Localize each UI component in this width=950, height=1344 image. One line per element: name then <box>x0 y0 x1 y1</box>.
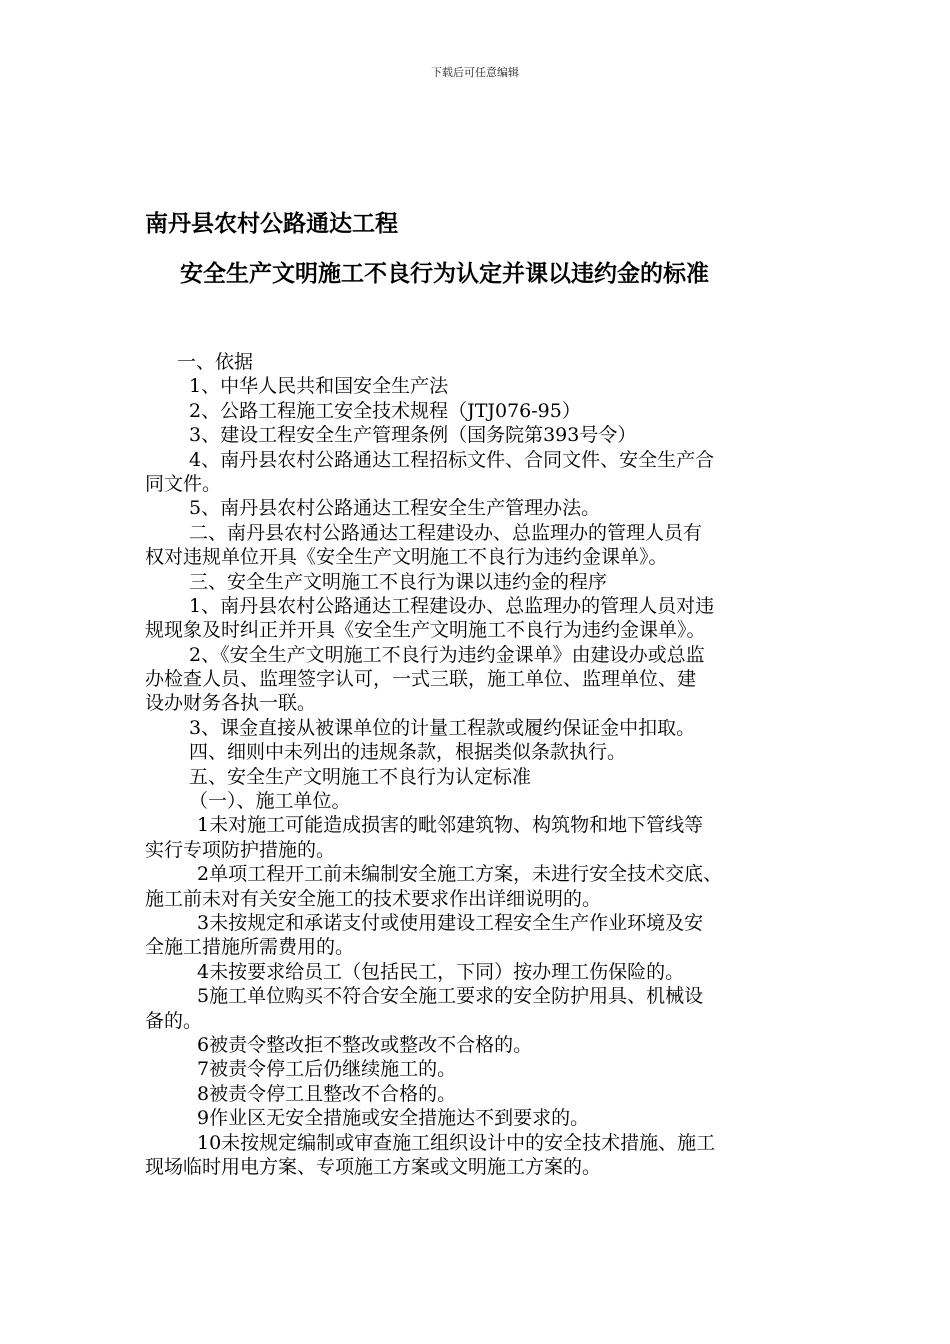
standard-item-continued: 备的。 <box>145 1009 203 1032</box>
section-heading: 三、安全生产文明施工不良行为课以违约金的程序 <box>189 570 608 593</box>
page-header-note: 下载后可任意编辑 <box>431 66 519 79</box>
section-heading: 五、安全生产文明施工不良行为认定标准 <box>189 765 532 788</box>
basis-item: 4、南丹县农村公路通达工程招标文件、合同文件、安全生产合 <box>189 448 715 471</box>
procedure-item: 1、南丹县农村公路通达工程建设办、总监理办的管理人员对违 <box>189 594 715 617</box>
document-body <box>145 350 815 1179</box>
basis-item-continued: 同文件。 <box>145 472 222 495</box>
document-title-line-2: 安全生产文明施工不良行为认定并课以违约金的标准 <box>180 261 709 287</box>
procedure-item: 3、课金直接从被课单位的计量工程款或履约保证金中扣取。 <box>189 716 696 739</box>
standard-item: 1未对施工可能造成损害的毗邻建筑物、构筑物和地下管线等 <box>197 814 704 837</box>
basis-item: 3、建设工程安全生产管理条例（国务院第393号令） <box>189 424 637 447</box>
section-paragraph: 四、细则中未列出的违规条款，根据类似条款执行。 <box>189 741 627 764</box>
standard-item: 3未按规定和承诺支付或使用建设工程安全生产作业环境及安 <box>197 911 704 934</box>
standard-item: 9作业区无安全措施或安全措施达不到要求的。 <box>197 1107 590 1130</box>
standard-item-continued: 全施工措施所需费用的。 <box>145 936 355 959</box>
basis-item: 5、南丹县农村公路通达工程安全生产管理办法。 <box>189 497 601 520</box>
basis-item: 1、中华人民共和国安全生产法 <box>189 375 449 398</box>
standard-item-continued: 施工前未对有关安全施工的技术要求作出详细说明的。 <box>145 887 602 910</box>
procedure-item: 2、《安全生产文明施工不良行为违约金课单》由建设办或总监 <box>189 643 705 666</box>
standard-item-continued: 实行专项防护措施的。 <box>145 838 336 861</box>
standard-item: 10未按规定编制或审查施工组织设计中的安全技术措施、施工 <box>197 1131 716 1154</box>
basis-item: 2、公路工程施工安全技术规程（JTJ076-95） <box>189 399 581 422</box>
standard-item: 4未按要求给员工（包括民工，下同）按办理工伤保险的。 <box>197 960 685 983</box>
section-heading: 一、依据 <box>177 351 254 373</box>
subsection-heading: （一）、施工单位。 <box>189 790 351 813</box>
procedure-item-continued: 规现象及时纠正并开具《安全生产文明施工不良行为违约金课单》。 <box>145 619 706 642</box>
section-paragraph: 二、南丹县农村公路通达工程建设办、总监理办的管理人员有 <box>189 521 703 544</box>
procedure-item-continued: 设办财务各执一联。 <box>145 692 317 715</box>
document-title-line-1: 南丹县农村公路通达工程 <box>145 211 398 237</box>
standard-item: 7被责令停工后仍继续施工的。 <box>197 1058 457 1081</box>
standard-item: 6被责令整改拒不整改或整改不合格的。 <box>197 1033 533 1056</box>
standard-item-continued: 现场临时用电方案、专项施工方案或文明施工方案的。 <box>145 1155 602 1178</box>
standard-item: 8被责令停工且整改不合格的。 <box>197 1082 457 1105</box>
standard-item: 2单项工程开工前未编制安全施工方案，未进行安全技术交底、 <box>197 863 723 886</box>
procedure-item-continued: 办检查人员、监理签字认可，一式三联，施工单位、监理单位、建 <box>145 668 697 691</box>
standard-item: 5施工单位购买不符合安全施工要求的安全防护用具、机械设 <box>197 985 704 1008</box>
section-paragraph-continued: 权对违规单位开具《安全生产文明施工不良行为违约金课单》。 <box>145 546 668 569</box>
